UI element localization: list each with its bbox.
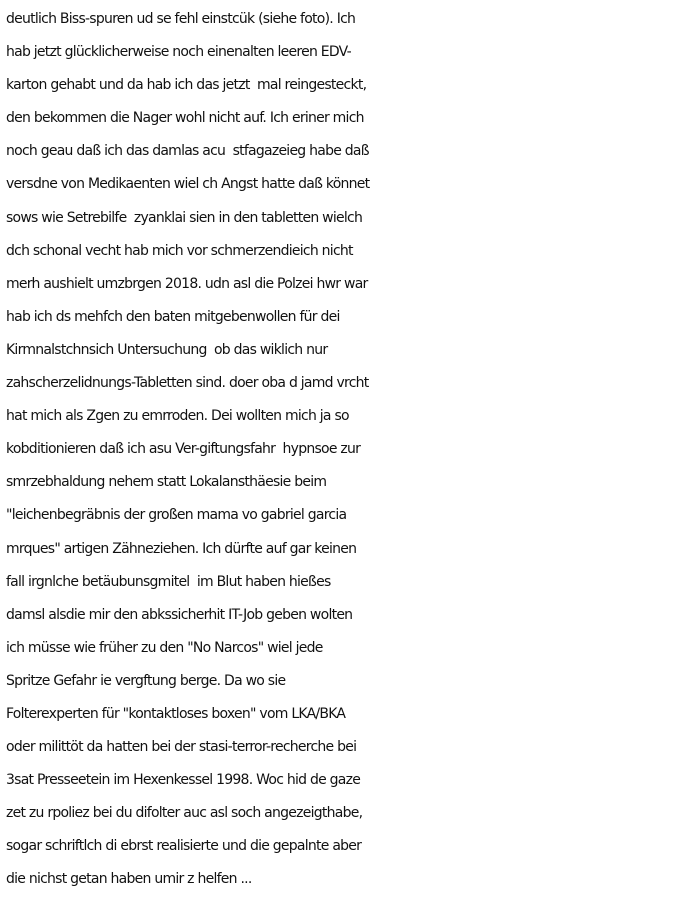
text-line: hab ich ds mehfch den baten mitgebenwollen für dei [6, 308, 340, 325]
text-line: versdne von Medikaenten wiel ch Angst hatte daß könnet [6, 176, 370, 193]
text-line: sogar schriftlch di ebrst realisierte und die gepalnte aber [6, 838, 362, 855]
text-line: die nichst getan haben umir z helfen ... [6, 871, 252, 888]
text-line: damsl alsdie mir den abkssicherhit IT-Job geben wolten [6, 606, 353, 623]
text-line: ich müsse wie früher zu den "No Narcos" wiel jede [6, 639, 323, 656]
body-text [6, 3, 682, 897]
text-line: mrques" artigen Zähneziehen. Ich dürfte auf gar keinen [6, 540, 357, 557]
text-line: smrzebhaldung nehem statt Lokalansthäesie beim [6, 474, 327, 491]
text-line: Folterexperten für "kontaktloses boxen" vom LKA/BKA [6, 705, 346, 722]
text-line: karton gehabt und da hab ich das jetzt mal reingesteckt, [6, 77, 367, 94]
text-line: dch schonal vecht hab mich vor schmerzendieich nicht [6, 242, 353, 259]
text-line: oder milittöt da hatten bei der stasi-terror-recherche bei [6, 739, 357, 756]
text-line: "leichenbegräbnis der großen mama vo gabriel garcia [6, 507, 347, 524]
text-line: hat mich als Zgen zu emrroden. Dei wollten mich ja so [6, 408, 349, 425]
text-line: zahscherzelidnungs-Tabletten sind. doer oba d jamd vrcht [6, 375, 369, 392]
text-line: Kirmnalstchnsich Untersuchung ob das wiklich nur [6, 341, 328, 358]
text-line: merh aushielt umzbrgen 2018. udn asl die Polzei hwr war [6, 275, 368, 292]
text-line: zet zu rpoliez bei du difolter auc asl soch angezeigthabe, [6, 805, 363, 822]
text-line: noch geau daß ich das damlas acu stfagazeieg habe daß [6, 143, 369, 160]
text-line: Spritze Gefahr ie vergftung berge. Da wo sie [6, 672, 286, 689]
text-line: den bekommen die Nager wohl nicht auf. Ich eriner mich [6, 110, 364, 127]
text-line: fall irgnlche betäubunsgmitel im Blut haben hießes [6, 573, 331, 590]
text-line: deutlich Biss-spuren ud se fehl einstcük (siehe foto). Ich [6, 11, 356, 27]
text-line: hab jetzt glücklicherweise noch einenalten leeren EDV- [6, 44, 351, 61]
text-line: sows wie Setrebilfe zyanklai sien in den tabletten wielch [6, 209, 363, 226]
text-line: 3sat Presseetein im Hexenkessel 1998. Woc hid de gaze [6, 772, 361, 789]
text-line: kobditionieren daß ich asu Ver-giftungsfahr hypnsoe zur [6, 441, 361, 458]
